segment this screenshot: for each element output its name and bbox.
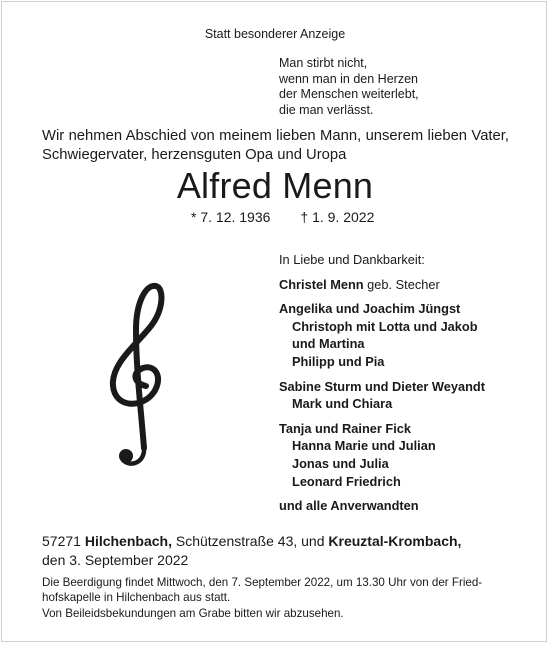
- family-member: Christoph mit Lotta und Jakob: [292, 318, 478, 334]
- widow: [279, 276, 485, 294]
- farewell-text: [42, 127, 509, 164]
- place-and-date: [42, 532, 461, 569]
- family-member: Jonas und Julia: [292, 455, 389, 471]
- family-member: Mark und Chiara: [292, 396, 393, 412]
- notice-header: Statt besonderer Anzeige: [204, 27, 346, 41]
- notice-date: den 3. September 2022: [42, 551, 189, 568]
- poem-line: wenn man in den Herzen: [279, 71, 418, 86]
- town-hilchenbach: Hilchenbach,: [84, 533, 172, 549]
- town-kreuztal: Kreuztal-Krombach,: [328, 533, 462, 549]
- farewell-line-2: Schwiegervater, herzensguten Opa und Uropa: [42, 146, 347, 163]
- family-member: Hanna Marie und Julian: [292, 438, 436, 454]
- family-group-head: Tanja und Rainer Fick: [279, 420, 412, 436]
- widow-maiden-name: geb. Stecher: [363, 276, 440, 292]
- birth-date: * 7. 12. 1936: [191, 209, 271, 225]
- family-closing: und alle Anverwandten: [279, 498, 419, 514]
- family-member: Leonard Friedrich: [292, 473, 401, 489]
- funeral-notice-line: Die Beerdigung findet Mittwoch, den 7. September 2022, um 13.30 Uhr von der Fried-: [42, 576, 483, 589]
- address-line: [42, 532, 461, 551]
- widow-name: Christel Menn: [279, 276, 364, 292]
- obituary-notice: [1, 1, 547, 642]
- poem: [279, 56, 419, 118]
- family-intro: In Liebe und Dankbarkeit:: [279, 252, 425, 267]
- street-address: Schützenstraße 43, und: [171, 533, 329, 549]
- postcode: 57271: [42, 533, 81, 549]
- funeral-notice-line: hofskapelle in Hilchenbach aus statt.: [42, 591, 231, 605]
- mourners-list: [279, 251, 485, 515]
- condolence-notice: Von Beileidsbekundungen am Grabe bitten wir abzusehen.: [42, 607, 344, 620]
- family-member: Philipp und Pia: [292, 353, 385, 369]
- family-member: und Martina: [292, 336, 365, 352]
- death-date: † 1. 9. 2022: [300, 209, 375, 225]
- funeral-notice: [42, 575, 482, 606]
- farewell-line-1: Wir nehmen Abschied von meinem lieben Mann, unserem lieben Vater,: [42, 128, 509, 144]
- poem-line: der Menschen weiterlebt,: [279, 87, 419, 101]
- poem-line: die man verlässt.: [279, 102, 374, 117]
- family-group-head: Angelika und Joachim Jüngst: [279, 301, 461, 317]
- life-dates: [191, 209, 374, 225]
- treble-clef-icon: [101, 280, 181, 470]
- deceased-name: Alfred Menn: [176, 165, 374, 206]
- poem-line: Man stirbt nicht,: [279, 56, 368, 70]
- family-group-head: Sabine Sturm und Dieter Weyandt: [279, 378, 485, 394]
